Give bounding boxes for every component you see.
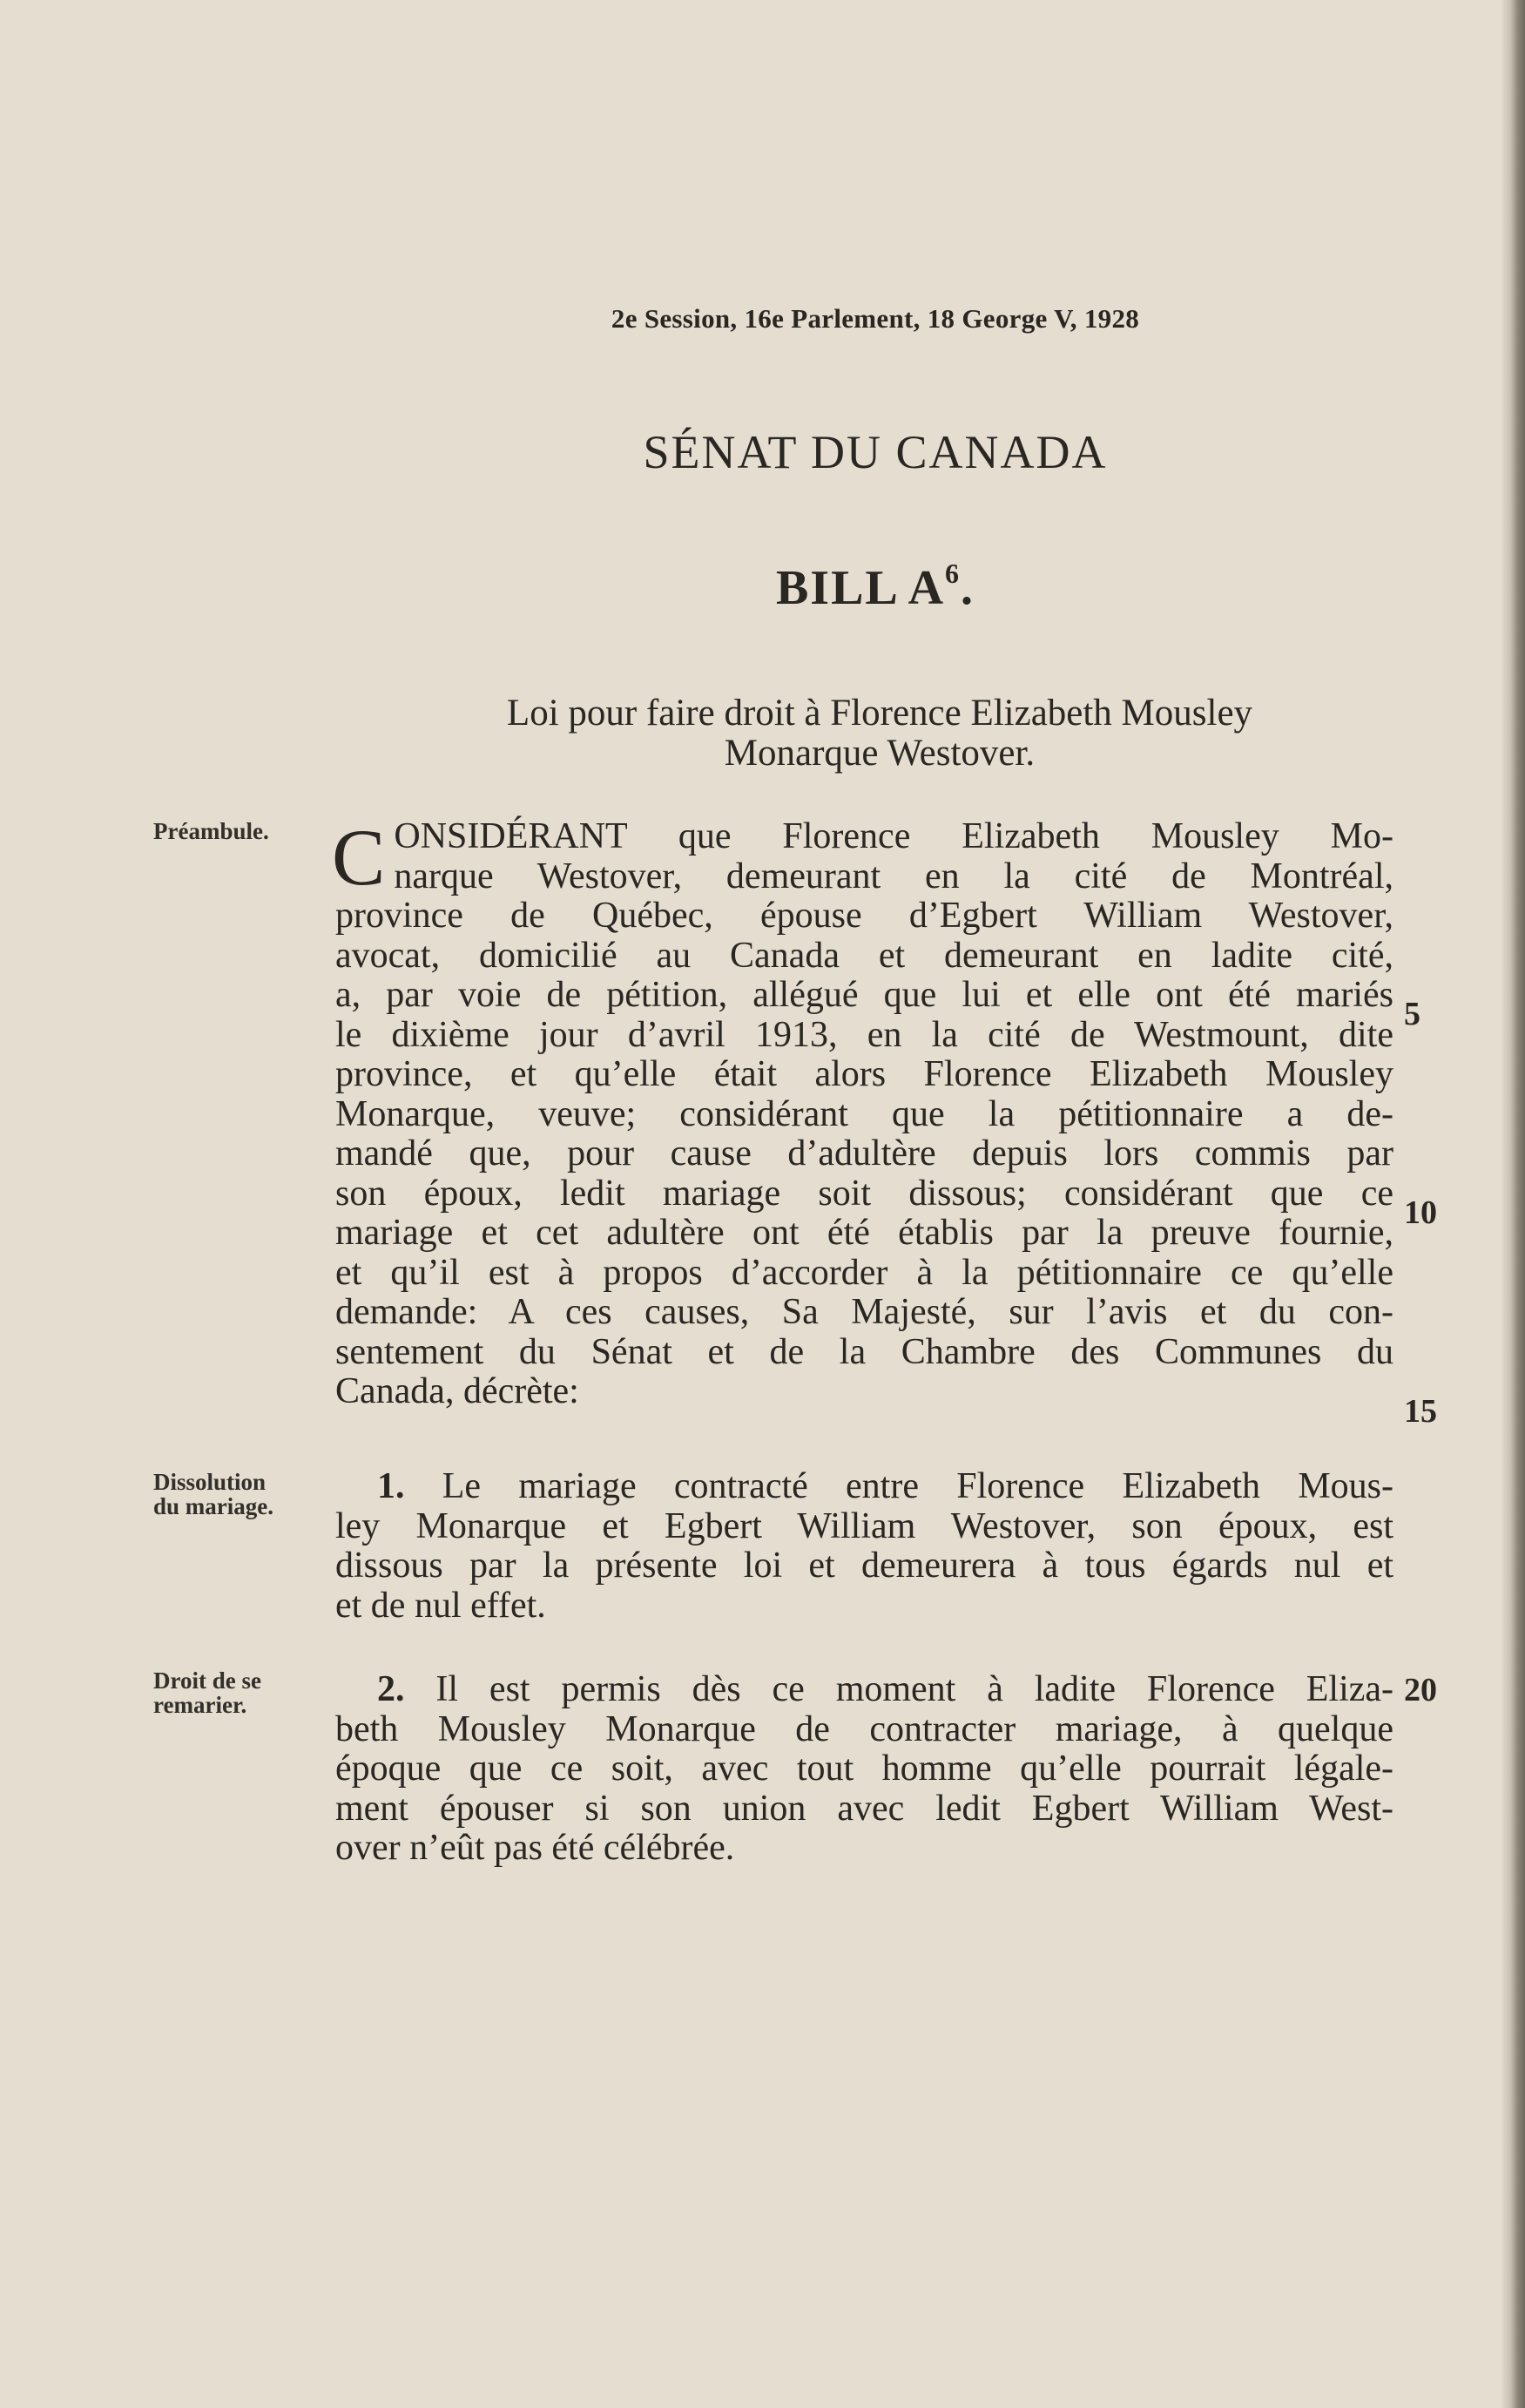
bill-title [0, 558, 1525, 616]
text-line: Canada, décrète: [335, 1371, 579, 1411]
text-line: ley Monarque et Egbert William Westover, son époux, est [335, 1505, 1393, 1546]
text-line: sentement du Sénat et de la Chambre des Communes du [335, 1331, 1393, 1372]
margin-note-line: du mariage. [153, 1493, 273, 1519]
bill-superscript: 6 [945, 558, 962, 589]
section-number: 1. [377, 1466, 405, 1506]
text-line: province, et qu’elle était alors Florence Elizabeth Mousley [335, 1054, 1393, 1094]
line-number: 10 [1404, 1194, 1437, 1231]
text-line: province de Québec, épouse d’Egbert William Westover, [335, 896, 1393, 936]
bill-label: BILL A [775, 561, 946, 615]
text-fragment: Le mariage contracté entre Florence Elizabeth Mous- [442, 1466, 1394, 1506]
text-line: avocat, domicilié au Canada et demeurant en ladite cité, [335, 935, 1393, 976]
margin-note-line: Dissolution [153, 1469, 267, 1495]
text-line: over n’eût pas été célébrée. [335, 1828, 735, 1868]
margin-note-remarry [153, 1668, 327, 1717]
bill-suffix: . [961, 561, 975, 615]
text-line: mariage et cet adultère ont été établis par la preuve fournie, [335, 1213, 1393, 1253]
text-line: ment épouser si son union avec ledit Egbert William West- [335, 1788, 1393, 1829]
house-title: SÉNAT DU CANADA [643, 426, 1108, 478]
text-line: le dixième jour d’avril 1913, en la cité de Westmount, dite [335, 1014, 1393, 1055]
margin-note-line: Droit de se [153, 1667, 261, 1694]
text-line: demande: A ces causes, Sa Majesté, sur l’avis et du con- [335, 1292, 1393, 1332]
line-number: 20 [1404, 1672, 1437, 1708]
preamble-paragraph [332, 813, 1393, 1412]
text-line: époque que ce soit, avec tout homme qu’elle pourrait légale- [335, 1749, 1393, 1789]
text-line: et de nul effet. [335, 1585, 546, 1626]
text-line [335, 1467, 1393, 1507]
text-line: son époux, ledit mariage soit dissous; considérant que ce [335, 1173, 1393, 1214]
text-line: beth Mousley Monarque de contracter mariage, à quelque [335, 1708, 1393, 1749]
text-line: et qu’il est à propos d’accorder à la pétitionnaire ce qu’elle [335, 1252, 1393, 1293]
text-line [335, 1670, 1393, 1710]
session-header: 2e Session, 16e Parlement, 18 George V, 1928 [611, 303, 1140, 334]
text-fragment: Il est permis dès ce moment à ladite Florence Eliza- [435, 1669, 1394, 1709]
margin-note-dissolution [153, 1470, 327, 1519]
text-line: ONSIDÉRANT que Florence Elizabeth Mousley Mo- [394, 816, 1393, 856]
text-line: a, par voie de pétition, allégué que lui et elle ont été mariés [335, 975, 1393, 1015]
section-number: 2. [377, 1669, 405, 1709]
section-1 [335, 1467, 1393, 1626]
drop-cap: C [332, 813, 386, 902]
text-line: Monarque, veuve; considérant que la pétitionnaire a de- [335, 1093, 1393, 1134]
subtitle-line: Monarque Westover. [724, 733, 1036, 774]
text-line: mandé que, pour cause d’adultère depuis lors commis par [335, 1133, 1393, 1174]
text-line: narque Westover, demeurant en la cité de Montréal, [394, 856, 1393, 896]
page-edge-shadow [1501, 0, 1525, 2408]
text-line: dissous par la présente loi et demeurera à tous égards nul et [335, 1546, 1393, 1586]
line-number: 15 [1404, 1393, 1437, 1430]
section-2 [335, 1670, 1393, 1869]
margin-note-preamble: Préambule. [153, 818, 269, 844]
bill-subtitle [383, 693, 1376, 774]
subtitle-line: Loi pour faire droit à Florence Elizabeth Mousley [506, 693, 1253, 734]
margin-note-line: remarier. [153, 1692, 247, 1718]
line-number: 5 [1404, 996, 1420, 1032]
